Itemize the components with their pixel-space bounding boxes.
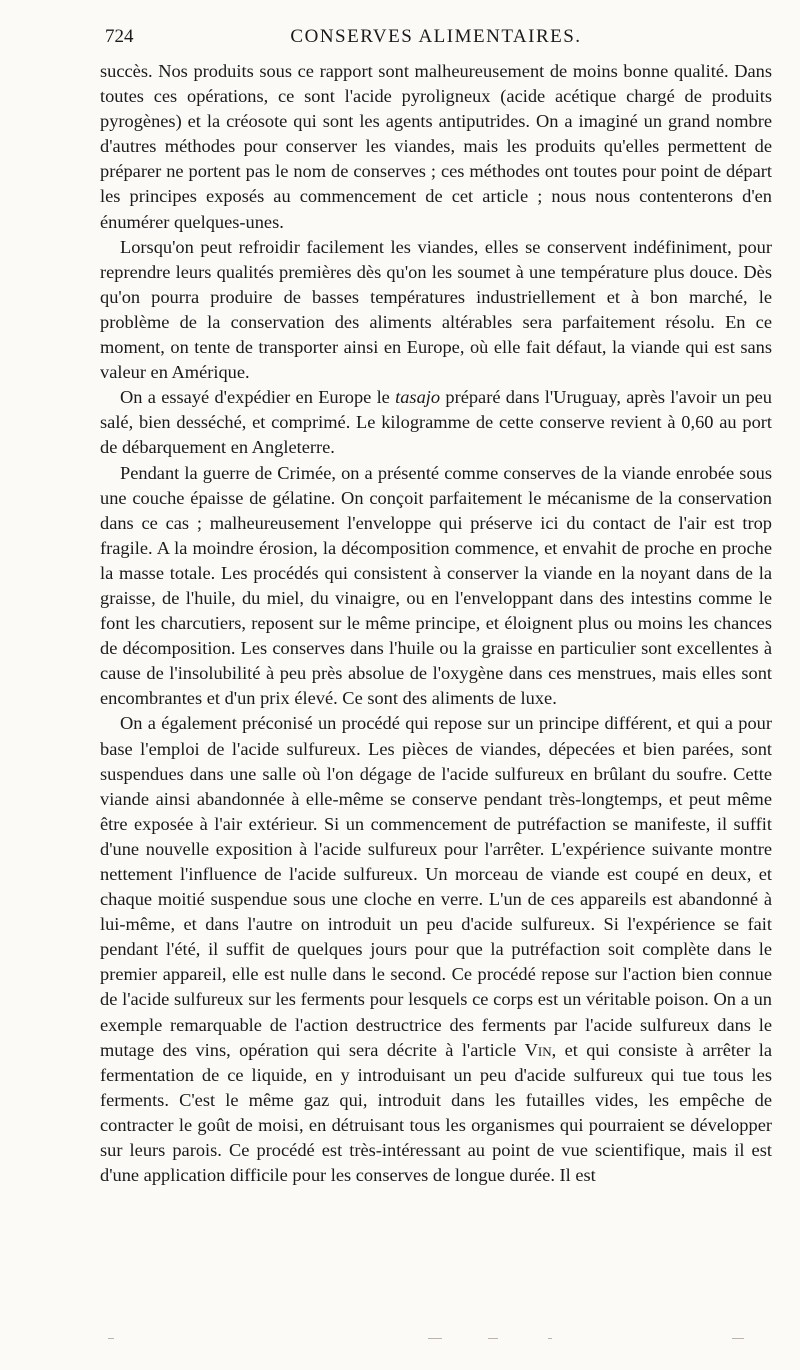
running-title: CONSERVES ALIMENTAIRES. xyxy=(290,26,582,47)
paragraph-continuation: succès. Nos produits sous ce rapport sont malheureusement de moins bonne qualité. Dans toutes ces opérations, ce sont l'acide pyroligneux (acide acétique chargé de produits pyrogènes) et la créosote qui sont les agents antiputrides. On a imaginé un grand nombre d'autres méthodes pour conserver les viandes, mais les produits qu'elles permettent de préparer ne portent pas le nom de conserves ; ces méthodes ont toutes pour point de départ les principes exposés au commencement de cet article ; nous nous contenterons d'en énumérer quelques-unes. xyxy=(100,61,772,232)
print-mark xyxy=(548,1338,552,1339)
paragraph-tasajo xyxy=(100,385,772,460)
paragraph-sulfurous-acid xyxy=(100,711,772,1188)
body-text xyxy=(100,59,772,1188)
page-number: 724 xyxy=(105,26,134,47)
book-page xyxy=(100,22,772,1188)
print-mark xyxy=(108,1338,114,1339)
paragraph-tasajo-before: On a essayé d'expédier en Europe le xyxy=(120,387,396,408)
tasajo-term: tasajo xyxy=(395,387,441,408)
print-mark xyxy=(732,1338,744,1339)
print-marks xyxy=(0,1330,800,1350)
paragraph-tasajo-after: préparé dans l'Uruguay, après l'avoir un peu salé, bien desséché, et comprimé. Le kilogramme de cette conserve revient à 0,60 au port de débarquement en Angleterre. xyxy=(100,387,772,458)
running-header xyxy=(100,22,772,52)
cross-reference-vin: Vin xyxy=(524,1039,552,1060)
paragraph-sulfurous-before: On a également préconisé un procédé qui repose sur un principe différent, et qui a pour base l'emploi de l'acide sulfureux. Les pièces de viandes, dépecées et bien parées, sont suspendues dans une salle où l'on dégage de l'acide sulfureux en brûlant du soufre. Cette viande ainsi abandonnée à elle-même se conserve pendant très-longtemps, et peut même être exposée à l'air extérieur. Si un commencement de putréfaction se manifeste, il suffit d'une nouvelle exposition à l'acide sulfureux pour l'arrêter. L'expérience suivante montre nettement l'influence de l'acide sulfureux. Un morceau de viande est coupé en deux, et chaque moitié suspendue sous une cloche en verre. L'un de ces appareils est abandonné à lui-même, et dans l'autre on introduit un peu d'acide sulfureux. Si l'expérience se fait pendant l'été, il suffit de quelques jours pour que la putréfaction soit complète dans le premier appareil, elle est nulle dans le second. Ce procédé repose sur l'action bien connue de l'acide sulfureux sur les ferments pour lesquels ce corps est un véritable poison. On a un exemple remarquable de l'action destructrice des ferments par l'acide sulfureux dans le mutage des vins, opération qui sera décrite à l'article xyxy=(100,713,772,1060)
print-mark xyxy=(488,1338,498,1339)
paragraph-crimea: Pendant la guerre de Crimée, on a présenté comme conserves de la viande enrobée sous une couche épaisse de gélatine. On conçoit parfaitement le mécanisme de la conservation dans ce cas ; malheureusement l'enveloppe qui préserve ici du contact de l'air est trop fragile. A la moindre érosion, la décomposition commence, et envahit de proche en proche la masse totale. Les procédés qui consistent à conserver la viande en la noyant dans de la graisse, de l'huile, du miel, du vinaigre, ou en l'enveloppant dans des intestins comme le font les charcutiers, reposent sur le même principe, et éloignent plus ou moins les chances de décomposition. Les conserves dans l'huile ou la graisse en particulier sont excellentes à cause de l'insolubilité à peu près absolue de l'oxygène dans ces menstrues, mais elles sont encombrantes et d'un prix élevé. Ce sont des aliments de luxe. xyxy=(100,462,772,709)
paragraph-sulfurous-after: , et qui consiste à arrêter la fermentation de ce liquide, en y introduisant un peu d'acide sulfureux qui tue tous les ferments. C'est le même gaz qui, introduit dans les futailles vides, les empêche de contracter le goût de moisi, en détruisant tous les organismes qui pourraient se développer sur leurs parois. Ce procédé est très-intéressant au point de vue scientifique, mais il est d'une application difficile pour les conserves de longue durée. Il est xyxy=(100,1039,772,1186)
print-mark xyxy=(428,1338,442,1339)
paragraph-refrigeration: Lorsqu'on peut refroidir facilement les viandes, elles se conservent indéfiniment, pour reprendre leurs qualités premières dès qu'on les soumet à une température plus douce. Dès qu'on pourra produire de basses températures industriellement et à bon marché, le problème de la conservation des aliments altérables sera parfaitement résolu. En ce moment, on tente de transporter ainsi en Europe, où elle fait défaut, la viande qui est sans valeur en Amérique. xyxy=(100,236,772,383)
